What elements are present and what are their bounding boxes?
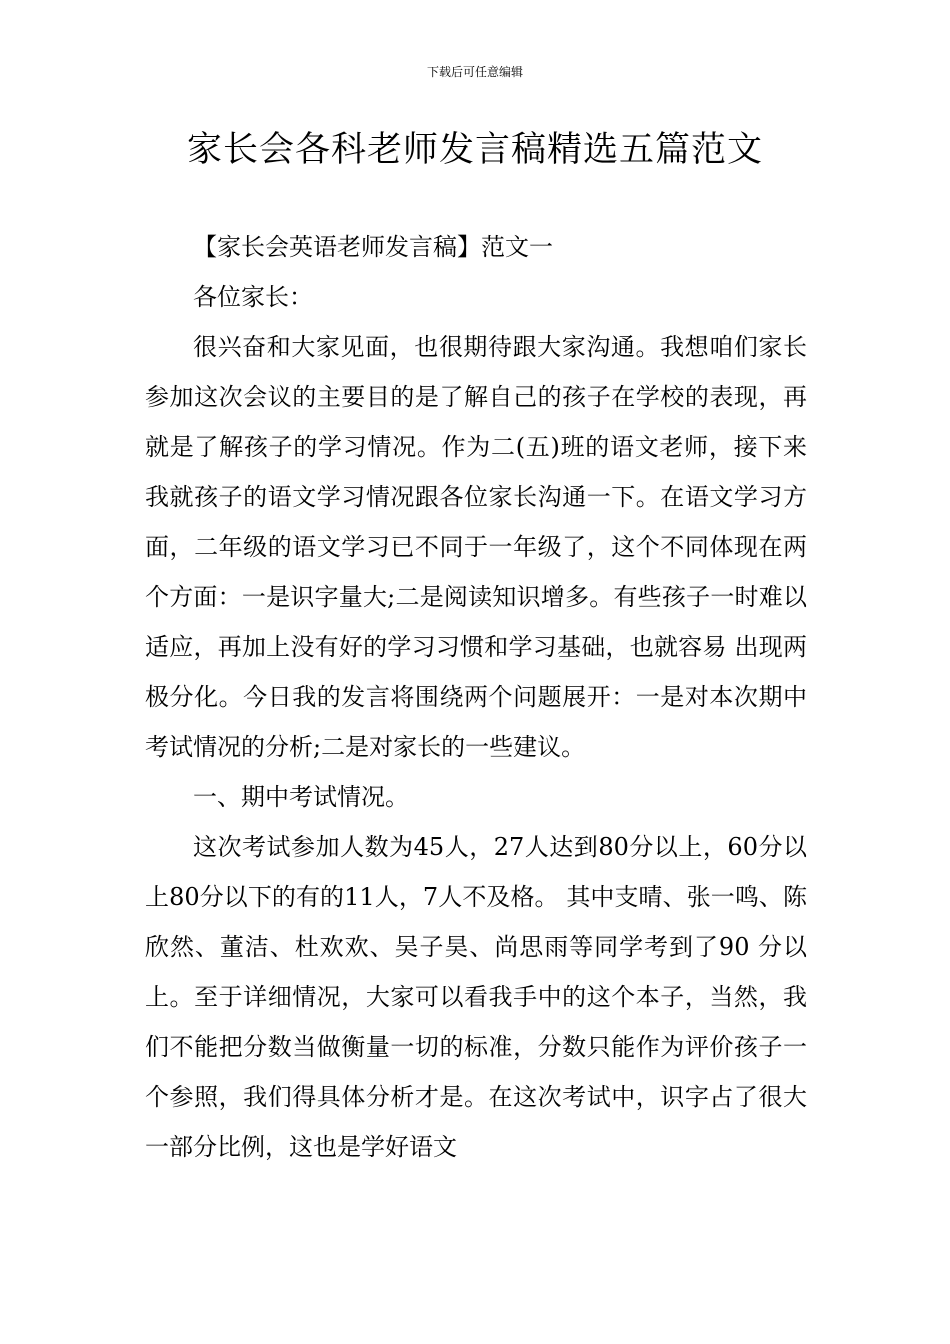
document-title: 家长会各科老师发言稿精选五篇范文: [186, 130, 763, 170]
section-heading: 【家长会英语老师发言稿】范文一: [193, 233, 553, 261]
body-paragraph: 很兴奋和大家见面，也很期待跟大家沟通。我想咱们家长参加这次会议的主要目的是了解自己的孩子在学校的表现，再就是了解孩子的学习情况。作为二(五)班的语文老师，接下来我就孩子的语文学习情况跟各位家长沟通一下。在语文学习方面，二年级的语文学习已不同于一年级了，这个不同体现在两个方面：一是识字量大;二是阅读知识增多。有些孩子一时难以适应，再加上没有好的学习习惯和学习基础，也就容易 出现两极分化。今日我的发言将围绕两个问题展开：一是对本次期中考试情况的分析;二是对家长的一些建议。: [145, 333, 807, 761]
body-paragraph: 这次考试参加人数为45人，27人达到80分以上，60分以上80分以下的有的11人，7人不及格。 其中支晴、张一鸣、陈欣然、董洁、杜欢欢、吴子昊、尚思雨等同学考到了90 分以上。至于详细情况，大家可以看我手中的这个本子，当然，我们不能把分数当做衡量一切的标准，分数只能作为评价孩子一个参照，我们得具体分析才是。在这次考试中，识字占了很大一部分比例，这也是学好语文: [145, 833, 807, 1161]
subsection-heading: 一、期中考试情况。: [193, 783, 409, 811]
salutation: 各位家长：: [193, 283, 313, 311]
document-body: [145, 222, 807, 1172]
header-note: 下载后可任意编辑: [426, 65, 523, 79]
